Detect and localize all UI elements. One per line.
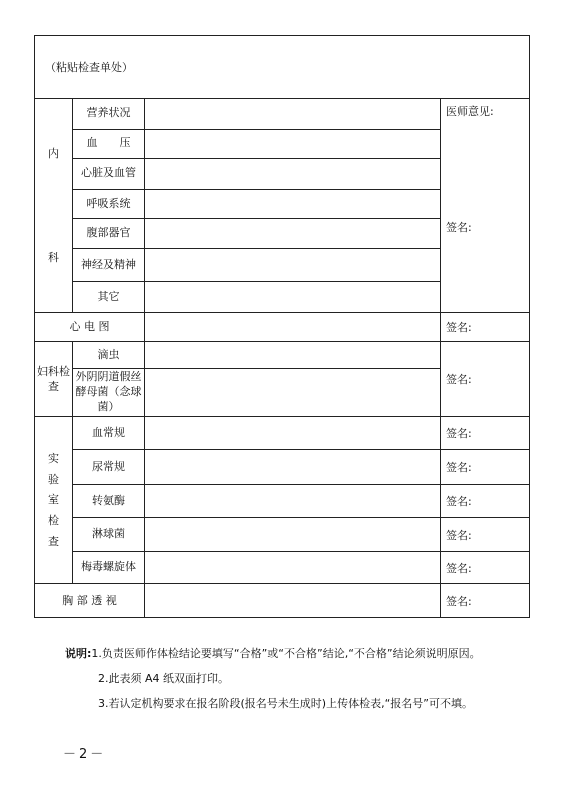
lab-row xyxy=(35,552,530,584)
result-cell[interactable] xyxy=(145,189,441,219)
sign-label[interactable]: 签名: xyxy=(441,342,530,417)
internal-item: 营养状况 xyxy=(73,99,145,130)
sign-label[interactable]: 签名: xyxy=(441,417,530,450)
lab-row xyxy=(35,518,530,552)
internal-item: 呼吸系统 xyxy=(73,189,145,219)
result-cell[interactable] xyxy=(145,248,441,282)
lab-row xyxy=(35,417,530,450)
sign-label[interactable]: 签名: xyxy=(441,584,530,618)
internal-category-char: 内 xyxy=(48,146,59,160)
result-cell[interactable] xyxy=(145,313,441,342)
result-cell[interactable] xyxy=(145,129,441,159)
sign-label[interactable]: 签名: xyxy=(441,485,530,518)
internal-item: 心脏及血管 xyxy=(73,159,145,190)
internal-item: 血 压 xyxy=(73,129,145,159)
internal-row xyxy=(35,99,530,130)
sign-label[interactable]: 签名: xyxy=(441,552,530,584)
ecg-row xyxy=(35,313,530,342)
paste-area: （粘贴检查单处） xyxy=(35,36,530,99)
note-line: 3.若认定机构要求在报名阶段(报名号未生成时)上传体检表,“报名号”可不填。 xyxy=(98,697,473,710)
lab-item: 尿常规 xyxy=(73,450,145,485)
internal-item: 神经及精神 xyxy=(73,248,145,282)
note-line xyxy=(65,641,481,666)
result-cell[interactable] xyxy=(145,282,441,313)
gyn-item: 滴虫 xyxy=(73,342,145,369)
lab-category-char: 查 xyxy=(48,534,59,548)
notes-label: 说明: xyxy=(65,647,92,660)
opinion-label: 医师意见: xyxy=(446,105,494,118)
lab-item: 转氨酶 xyxy=(73,485,145,518)
lab-category-char: 检 xyxy=(48,513,59,527)
sign-label[interactable]: 签名: xyxy=(441,450,530,485)
result-cell[interactable] xyxy=(145,219,441,249)
result-cell[interactable] xyxy=(145,518,441,552)
paste-row xyxy=(35,36,530,99)
result-cell[interactable] xyxy=(145,159,441,190)
result-cell[interactable] xyxy=(145,584,441,618)
notes-section xyxy=(65,641,481,716)
result-cell[interactable] xyxy=(145,369,441,417)
sign-label[interactable]: 签名: xyxy=(441,313,530,342)
chest-label: 胸 部 透 视 xyxy=(35,584,145,618)
lab-item: 血常规 xyxy=(73,417,145,450)
result-cell[interactable] xyxy=(145,99,441,130)
gyn-row xyxy=(35,342,530,369)
lab-row xyxy=(35,450,530,485)
lab-item: 梅毒螺旋体 xyxy=(73,552,145,584)
lab-row xyxy=(35,485,530,518)
lab-category-char: 室 xyxy=(48,493,59,507)
page-number: －2－ xyxy=(63,747,107,762)
sign-label: 签名: xyxy=(446,221,472,234)
lab-category-char: 实 xyxy=(48,452,59,465)
internal-category xyxy=(35,99,73,313)
result-cell[interactable] xyxy=(145,552,441,584)
gyn-category: 妇科检查 xyxy=(35,342,73,417)
result-cell[interactable] xyxy=(145,417,441,450)
result-cell[interactable] xyxy=(145,342,441,369)
physical-exam-form xyxy=(34,35,530,618)
chest-row xyxy=(35,584,530,618)
internal-item: 其它 xyxy=(73,282,145,313)
internal-item: 腹部器官 xyxy=(73,219,145,249)
note-line: 2.此表须 A4 纸双面打印。 xyxy=(98,672,230,685)
note-text: 1.负责医师作体检结论要填写“合格”或“不合格”结论,“不合格”结论须说明原因。 xyxy=(91,647,481,660)
lab-category xyxy=(35,417,73,584)
result-cell[interactable] xyxy=(145,485,441,518)
ecg-label: 心 电 图 xyxy=(35,313,145,342)
internal-opinion-cell[interactable] xyxy=(441,99,530,313)
internal-category-char: 科 xyxy=(48,251,59,265)
gyn-item: 外阴阴道假丝酵母菌（念球菌） xyxy=(73,369,145,417)
lab-item: 淋球菌 xyxy=(73,518,145,552)
sign-label[interactable]: 签名: xyxy=(441,518,530,552)
lab-category-char: 验 xyxy=(48,472,59,486)
result-cell[interactable] xyxy=(145,450,441,485)
